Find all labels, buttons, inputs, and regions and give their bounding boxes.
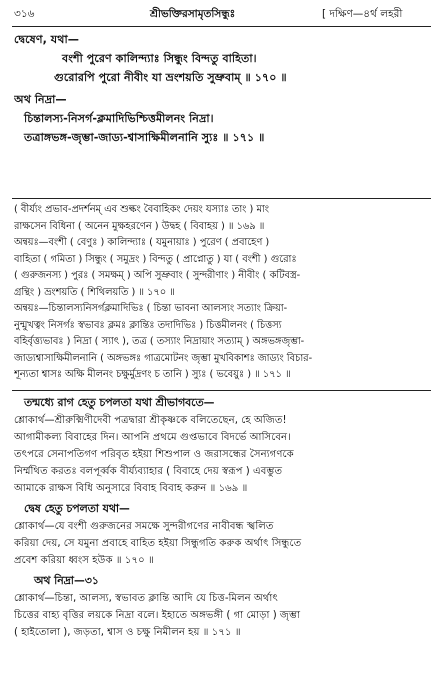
commentary-line: নুন্মুখত্বং নিসর্গঃ স্বভাবঃ ক্লমঃ ক্লান্তিঃ তদাদিভিঃ ) চিত্তমীলনং ( চিত্তস্য [14,319,282,331]
commentary-line: ( গুরুজনস্য ) পুরঃ ( সমক্ষম্ ) অপি সুভ্রুবাং ( সুন্দরীণাং ) নীবীং ( কটিবস্ত্র- [14,270,301,281]
translation-line: শ্লোকার্থ—চিন্তা, আলস্য, স্বভাবত ক্লান্তি আদি যে চিত্ত-মিলন অর্থাৎ [14,593,278,604]
heading-nidra: অথ নিদ্রা—৩১ [34,574,99,587]
commentary-line: রাক্ষসেন বিধিনা ( অনেন মুক্ষহরণেন ) উদ্বহ ( বিবাহয় ) ॥ ১৬৯ ॥ [14,220,265,232]
verse-170-line1: বংশী পুরেণ কালিন্দ্যাঃ সিন্ধুং বিন্দতু বাহিতা। [62,52,257,65]
translation-line: শ্লোকার্থ—শ্রীরুক্মিণীদেবী পত্রদ্বারা শ্রীকৃষ্ণকে বলিতেছেন, হে অজিত! [14,415,287,426]
translation-line: চিত্তের বাহ্য বৃত্তির লয়কে নিদ্রা বলে। ইহাতে অঙ্গভঙ্গী ( গা মোড়া ) জৃম্ভা [14,610,301,621]
translation-line: নির্ম্মথিত করতঃ বলপূর্ব্বক বীর্য্যব্যাহার ( বিবাহে দেয় স্বরূপ ) এবম্ভুত [14,466,283,477]
nidra-label: অথ নিদ্রা— [14,93,67,106]
heading-raga: তন্মধ্যে রাগ হেতু চপলতা যথা শ্রীভাগবতে— [24,396,215,409]
chapter-label: [ দক্ষিণ—৪র্থ লহরী [322,8,403,20]
commentary-line: বাহিতা ( গমিতা ) সিন্ধুং ( সমুদ্রং ) বিন্দতু ( প্রাপ্নোতু ) যা ( বংশী ) গুরোঃ [14,253,297,265]
translation-line: করিয়া দেয়, সে যমুনা প্রবাহে বাহিত হইয়া সিন্ধুগতি করুক অর্থাৎ সিন্ধুতে [14,538,302,549]
commentary-line: ( বীর্য্যং প্রভাব-প্রদর্শনম্ এব শুল্কং বৈবাহিকং দেয়ং যস্যাঃ তাং ) মাং [14,204,269,215]
commentary-line: জাড্যশ্বাসাক্ষিমীলনানি ( অঙ্গভঙ্গঃ গাত্রমোটনং জৃম্ভা মুখবিকাশঃ জাড্যং বিচার- [14,352,313,364]
section-rule-2 [12,390,431,391]
commentary-line: অন্বয়ঃ—চিন্তালস্যনিসর্গক্লমাদিভিঃ ( চিন্তা ভাবনা আলস্যং সত্যাং ক্রিয়া- [14,303,288,314]
book-title: শ্রীভক্তিরসামৃতসিন্ধুঃ [150,8,236,20]
translation-line: আগামীকল্য বিবাহের দিন। আপনি প্রথমে গুপ্তভাবে বিদর্ভে আসিবেন। [14,432,291,443]
heading-dvesha: দ্বেষ হেতু চপলতা যথা— [24,502,130,515]
bengali-section [14,394,432,641]
header-rule [12,26,431,27]
translation-line: ( হাইতোলা ), জড়তা, শ্বাস ও চক্ষু নিমীলন হয় ॥ ১৭১ ॥ [14,627,241,638]
section-rule-1 [12,198,431,199]
translation-line: প্রবেশ করিয়া ধ্বংস হউক ॥ ১৭০ ॥ [14,555,154,566]
translation-line: আমাকে রাক্ষস বিধি অনুসারে বিবাহ বিবাহ করুন ॥ ১৬৯ ॥ [14,483,248,494]
dvesha-label: দ্বেষেণ, যথা— [14,33,79,46]
definition-line1: চিন্তালস্য-নিসর্গ-ক্লমাদিভিশ্চিত্তমীলনং নিদ্রা। [24,112,214,125]
commentary-line: গ্রন্থিং ) ভ্রংশয়তি ( শিথিলয়তি ) ॥ ১৭০ ॥ [14,286,175,298]
sanskrit-section [14,30,432,147]
page-header [0,4,443,24]
commentary-line: বহির্বৃত্ত্যভাবঃ ) নিদ্রা ( স্যাৎ ), তত্র ( তস্যাং নিদ্রায়াং সত্যাম্ ) অঙ্গভঙ্গজৃম্ভা- [14,336,305,347]
verse-170-line2: গুরোরপি পুরো নীবীং যা ভ্রংশয়তি সুভ্রুবাম্ ॥ ১৭০ ॥ [54,71,287,84]
translation-line: তৎপরে সেনাপতিগণ পরিবৃত হইয়া শিশুপাল ও জরাসন্ধের সৈন্যগণকে [14,449,294,460]
definition-line2: তত্রাঙ্গভঙ্গ-জৃম্ভা-জাড্য-শ্বাসাক্ষিমীলনানি স্যুঃ ॥ ১৭১ ॥ [24,131,265,144]
translation-line: শ্লোকার্থ—যে বংশী গুরুজনের সমক্ষে সুন্দরীগণের নাবীবন্ধ স্খলিত [14,521,274,532]
commentary-line: শূন্যতা শ্বাসঃ অক্ষি মীলনং চক্ষুর্মুদ্রণং চ তানি ) স্যুঃ ( ভবেয়ুঃ ) ॥ ১৭১ ॥ [14,369,291,380]
commentary-line: অন্বয়ঃ—বংশী ( বেণুঃ ) কালিন্দ্যাঃ ( যমুনায়াঃ ) পুরেণ ( প্রবাহেণ ) [14,237,270,248]
page-number: ৩১৬ [14,8,35,20]
commentary-section [14,202,432,384]
